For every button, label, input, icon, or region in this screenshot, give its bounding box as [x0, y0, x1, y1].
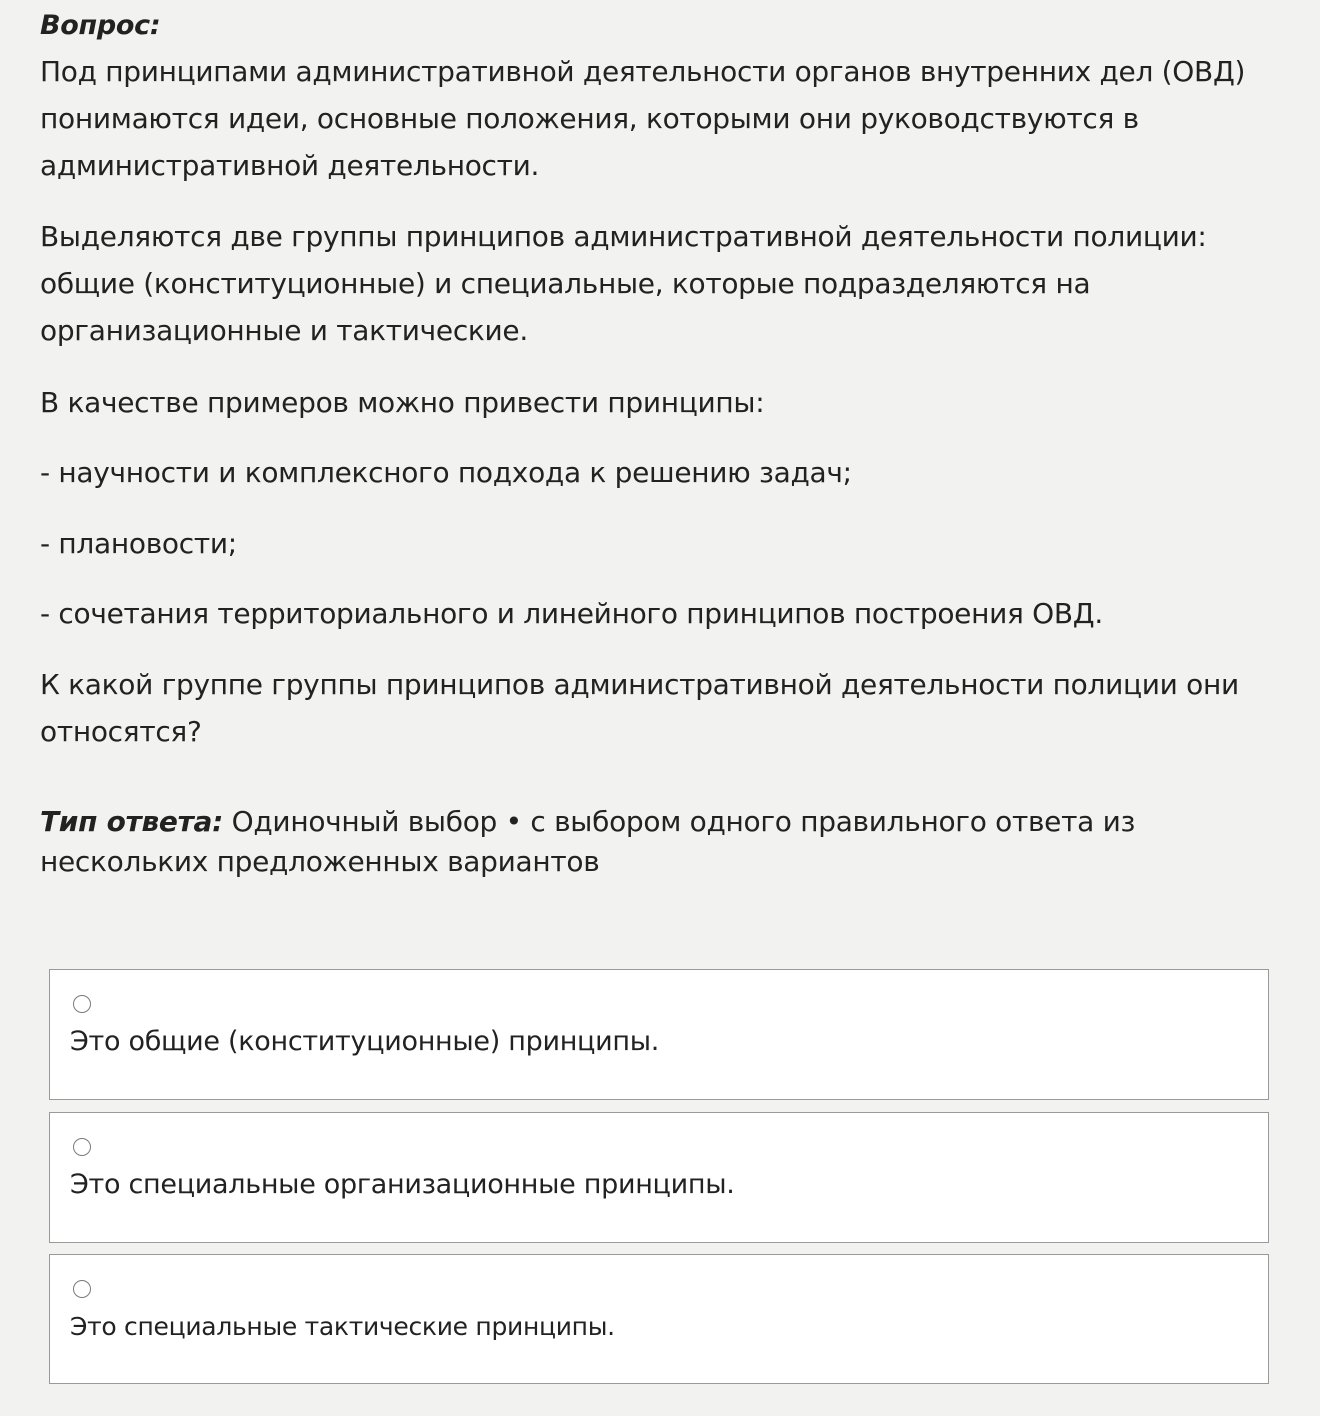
radio-button[interactable] — [73, 1138, 91, 1156]
question-paragraph-1: Под принципами административной деятельности органов внутренних дел (ОВД) понимаются идеи, основные положения, которыми они руководствуются в административной деятельности. — [40, 55, 1246, 182]
answer-type — [40, 802, 1220, 882]
question-paragraph-2: Выделяются две группы принципов административной деятельности полиции: общие (конституционные) и специальные, которые подразделяются на организационные и тактические. — [40, 220, 1207, 347]
radio-button[interactable] — [73, 1280, 91, 1298]
answer-type-value: Одиночный выбор • с выбором одного правильного ответа из нескольких предложенных вариантов — [40, 805, 1136, 878]
question-label: Вопрос: — [40, 10, 161, 41]
answer-option-1[interactable] — [49, 969, 1269, 1100]
question-list-item-3: - сочетания территориального и линейного принципов построения ОВД. — [40, 597, 1103, 630]
answer-type-label: Тип ответа: — [40, 805, 224, 838]
answer-option-label: Это специальные тактические принципы. — [70, 1312, 615, 1341]
answer-option-label: Это специальные организационные принципы. — [70, 1169, 735, 1200]
question-list-item-2: - плановости; — [40, 527, 237, 560]
answer-option-label: Это общие (конституционные) принципы. — [70, 1026, 660, 1057]
answer-option-3[interactable] — [49, 1254, 1269, 1384]
answer-option-2[interactable] — [49, 1112, 1269, 1243]
question-paragraph-final: К какой группе группы принципов административной деятельности полиции они относятся? — [40, 668, 1239, 748]
radio-button[interactable] — [73, 995, 91, 1013]
question-paragraph-3: В качестве примеров можно привести принципы: — [40, 386, 765, 419]
question-list-item-1: - научности и комплексного подхода к решению задач; — [40, 456, 852, 489]
